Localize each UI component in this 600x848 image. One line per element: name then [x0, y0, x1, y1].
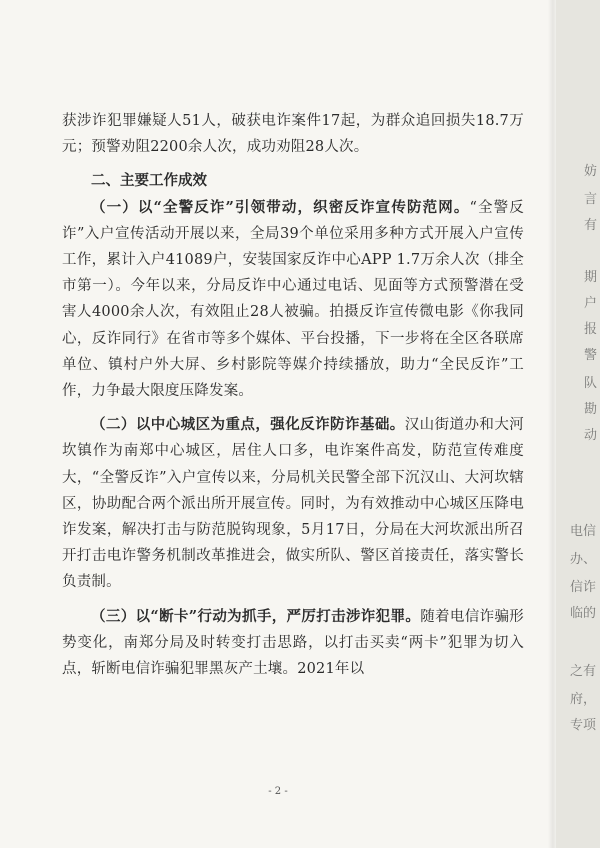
- bleed-text: 动: [584, 428, 598, 443]
- bleed-text: 府，: [570, 692, 597, 707]
- bleed-text: 报: [584, 322, 598, 337]
- bleed-text: 勘: [584, 402, 598, 417]
- item-1-paragraph: [62, 195, 524, 405]
- bleed-text: 警: [584, 348, 598, 363]
- bleed-text: 信诈: [570, 580, 597, 595]
- bleed-text: 专项: [570, 718, 597, 733]
- item-3-paragraph: [62, 604, 524, 683]
- bleed-text: 言: [584, 192, 598, 207]
- item-2-body: 汉山街道办和大河坎镇作为南郑中心城区，居住人口多，电诈案件高发，防范宣传难度大，“全警反诈”入户宣传以来，分局机关民警全部下沉汉山、大河坎辖区，协助配合两个派出所开展宣传。同时，为有效推动中心城区压降电诈发案，解决打击与防范脱钩现象，5月17日，分局在大河坎派出所召开打击电诈警务机制改革推进会，做实所队、警区首接责任，落实警长负责制。: [62, 417, 524, 591]
- item-1-body: “全警反诈”入户宣传活动开展以来，全局39个单位采用多种方式开展入户宣传工作，累计入户41089户，安装国家反诈中心APP 1.7万余人次（排全市第一）。今年以来，分局反诈中心通过电话、见面等方式预警潜在受害人4000余人次，有效阻止28人被骗。拍摄反诈宣传微电影《你我同心，反诈同行》在省市等多个媒体、平台投播，下一步将在全区各联席单位、镇村户外大屏、乡村影院等媒介持续播放，助力“全民反诈”工作，力争最大限度压降发案。: [62, 199, 524, 400]
- next-page-edge: [556, 0, 600, 848]
- document-body: [62, 108, 524, 682]
- item-1-lead: （一）以“全警反诈”引领带动，织密反诈宣传防范网。: [91, 198, 470, 216]
- bleed-text: 妨: [584, 164, 598, 179]
- bleed-text: 期: [584, 270, 598, 285]
- opening-paragraph: 获涉诈犯罪嫌疑人51人，破获电诈案件17起，为群众追回损失18.7万元；预警劝阻2200余人次，成功劝阻28人次。: [62, 113, 524, 156]
- item-2-paragraph: [62, 412, 524, 595]
- bleed-text: 办、: [570, 552, 597, 567]
- item-2-lead: （二）以中心城区为重点，强化反诈防诈基础。: [91, 416, 405, 434]
- page-number: - 2 -: [268, 786, 288, 797]
- item-3-lead: （三）以“断卡”行动为抓手，严厉打击涉诈犯罪。: [91, 607, 421, 625]
- bleed-text: 电信: [570, 524, 597, 539]
- bleed-text: 户: [584, 296, 598, 311]
- bleed-text: 有: [584, 218, 598, 233]
- item-3-body: 随着电信诈骗形势变化，南郑分局及时转变打击思路，以打击买卖“两卡”犯罪为切入点，斩断电信诈骗犯罪黑灰产土壤。2021年以: [62, 608, 524, 678]
- section-heading: 二、主要工作成效: [91, 173, 207, 190]
- bleed-text: 临的: [570, 606, 597, 621]
- bleed-text: 队: [584, 376, 598, 391]
- bleed-text: 之有: [570, 664, 597, 679]
